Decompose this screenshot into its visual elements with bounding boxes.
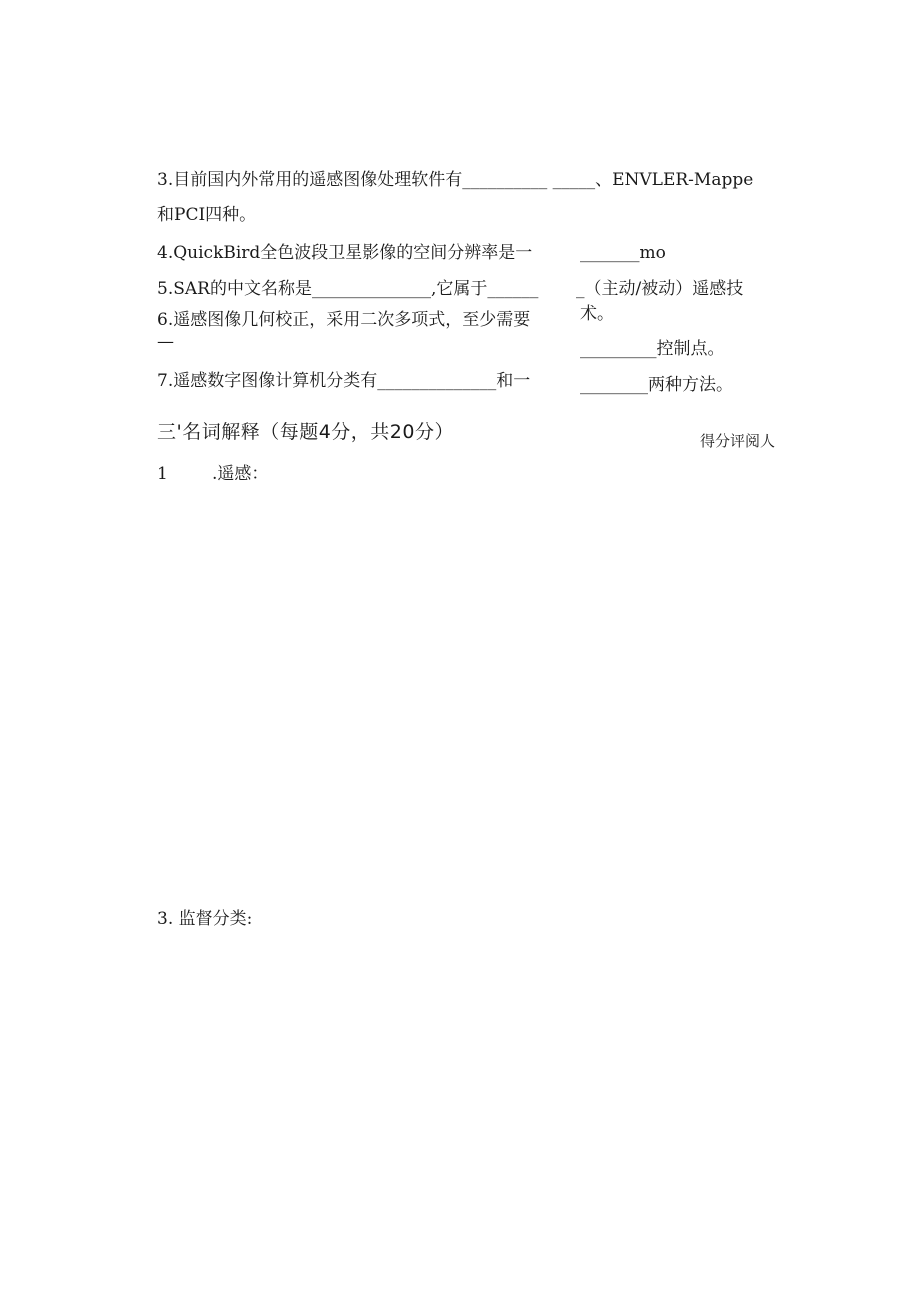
term-3-label: 3. 监督分类: (157, 909, 253, 929)
question-5-continuation: _（主动/被动）遥感技 (576, 279, 744, 299)
question-5-text: 5.SAR的中文名称是______________,它属于______ (157, 279, 539, 299)
question-6-dash: — (157, 332, 174, 352)
question-4-text: 4.QuickBird全色波段卫星影像的空间分辨率是一 (157, 243, 533, 263)
question-7-blank: ________两种方法。 (580, 375, 733, 395)
question-6-text: 6.遥感图像几何校正，采用二次多项式，至少需要 (157, 310, 531, 330)
question-3-line-1: 3.目前国内外常用的遥感图像处理软件有__________ _____、ENVLER-Mappe (157, 170, 754, 190)
question-7-text: 7.遥感数字图像计算机分类有______________和一 (157, 371, 531, 391)
question-6-blank: _________控制点。 (580, 339, 725, 359)
question-6-wrap-text: 术。 (580, 304, 614, 324)
term-1-label: .遥感： (212, 464, 269, 484)
score-reviewer-label: 得分评阅人 (700, 432, 776, 450)
question-4-blank: _______mo (580, 243, 666, 263)
section-3-heading: 三'名词解释（每题4分，共20分） (157, 421, 454, 443)
question-3-line-2: 和PCI四种。 (157, 205, 257, 225)
term-1-number: 1 (157, 464, 168, 484)
